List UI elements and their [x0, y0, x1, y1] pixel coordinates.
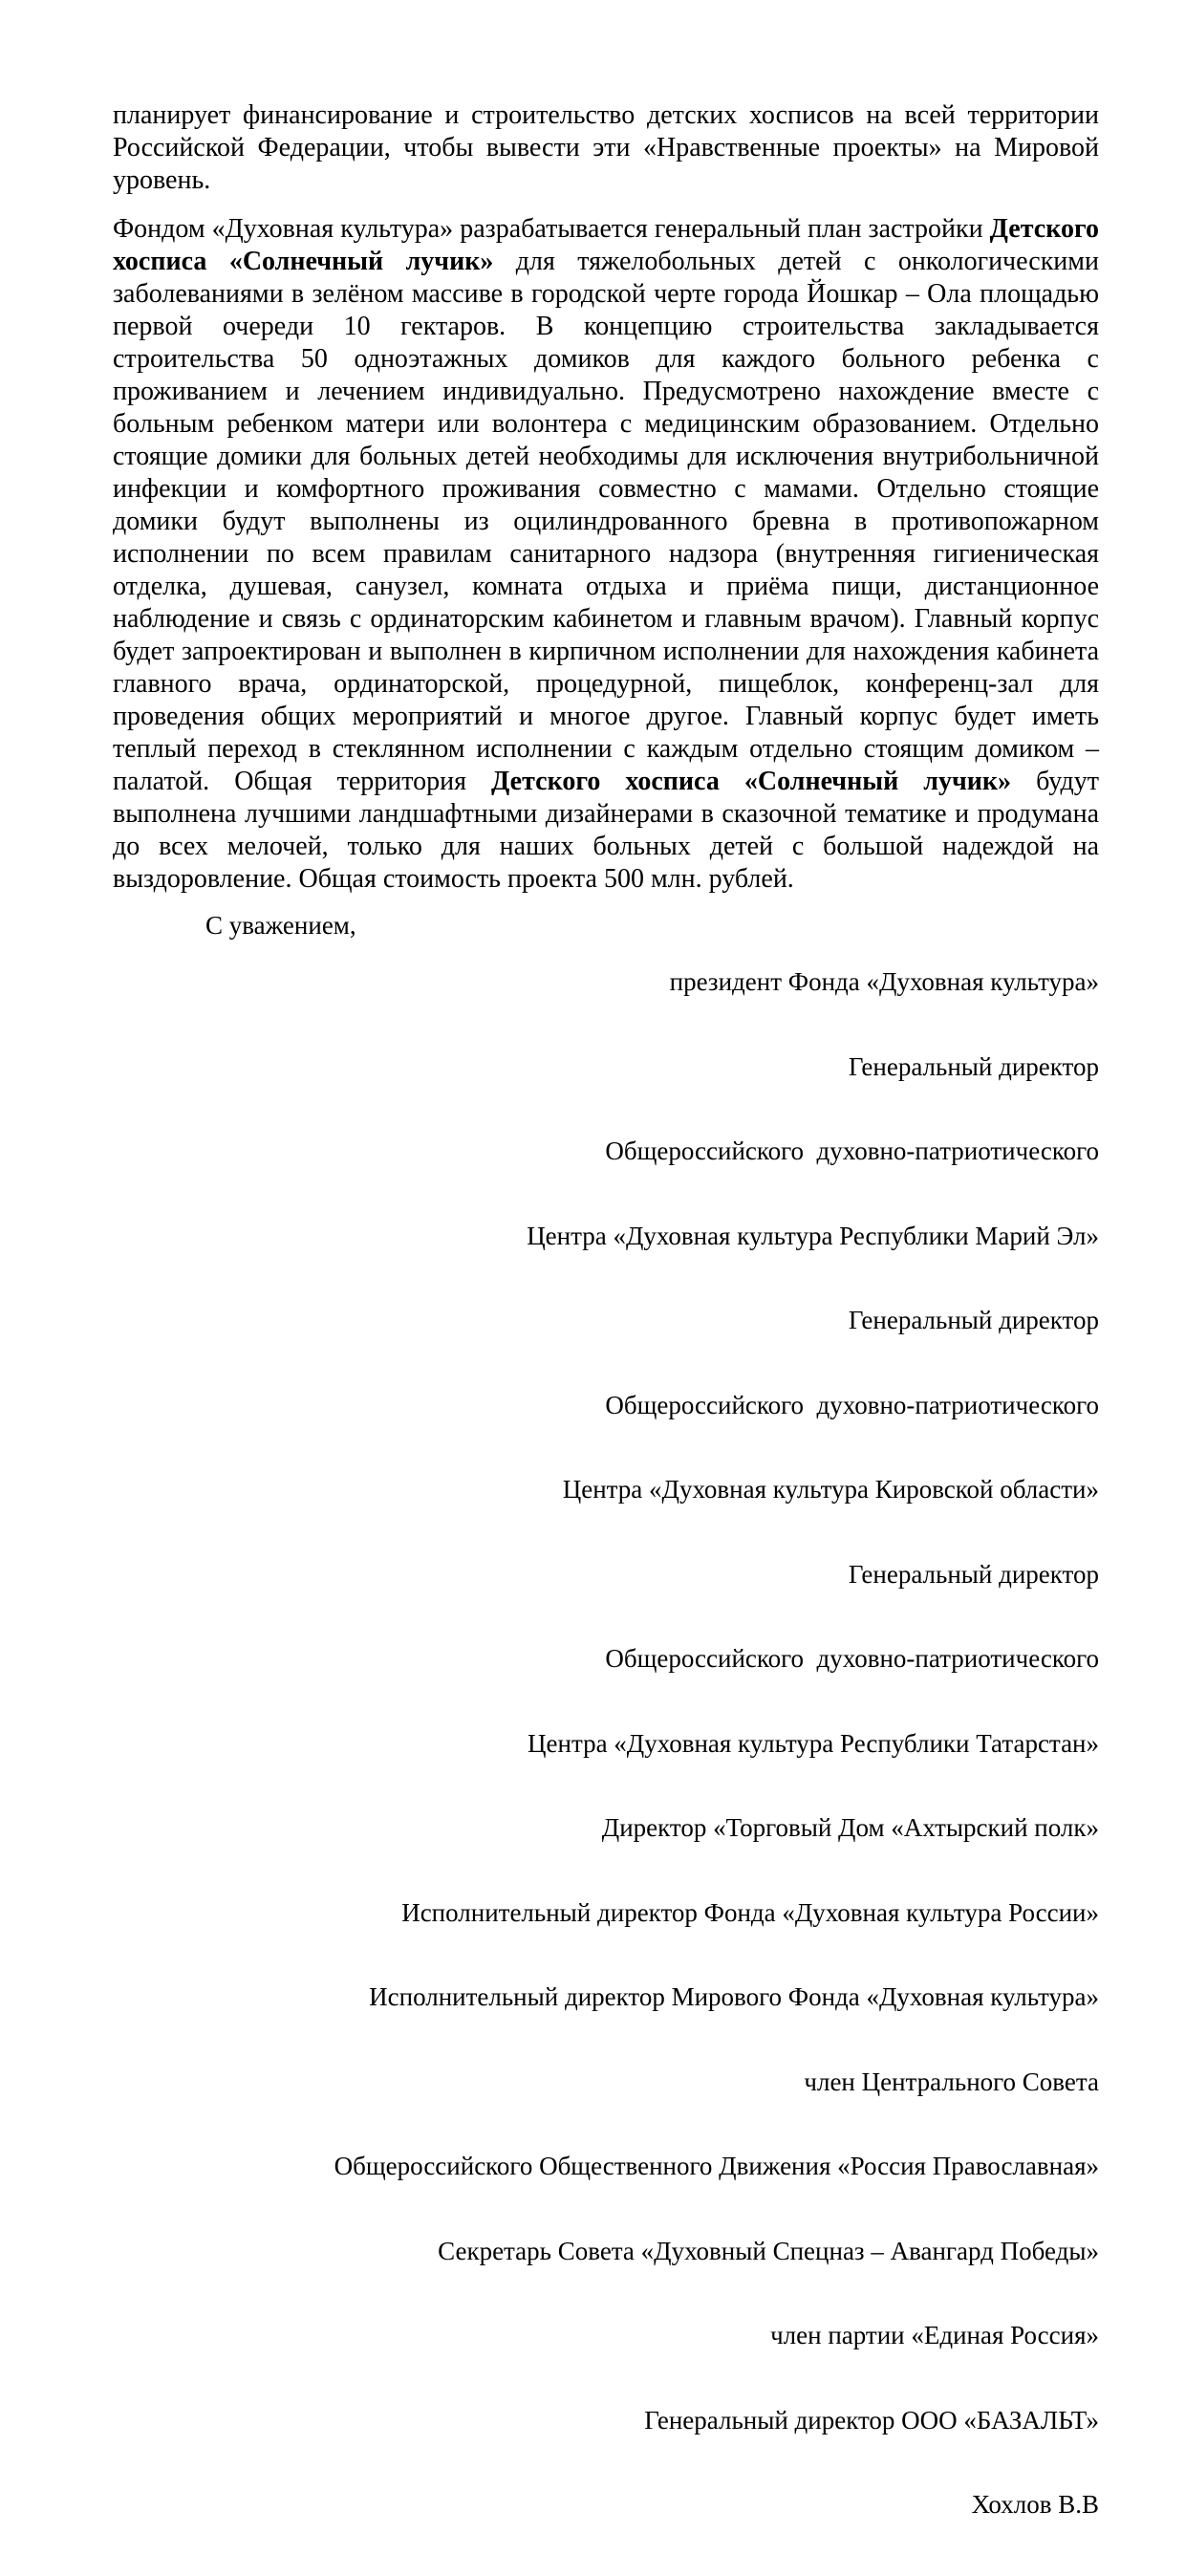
- bold-hospice-name-2: Детского хосписа «Солнечный лучик»: [491, 767, 1012, 796]
- bold-hospice-name: Детского хосписа «Солнечный лучик»: [113, 214, 1099, 276]
- paragraph-main: [113, 213, 1099, 896]
- text-run: Фондом «Духовная культура» разрабатывается генеральный план застройки: [113, 214, 990, 244]
- signature-line: Центра «Духовная культура Кировской области»: [562, 1475, 1099, 1504]
- signature-line: Исполнительный директор Фонда «Духовная культура России»: [401, 1897, 1099, 1927]
- paragraph-intro: [113, 99, 1099, 197]
- signature-line: Генеральный директор: [848, 1306, 1099, 1334]
- signature-line: член партии «Единая Россия»: [770, 2321, 1099, 2349]
- text-run: планирует финансирование и строительство детских хосписов на всей территории Российской Федерации, чтобы вывести эти «Нравственные проекты» на Мировой уровень.: [113, 100, 1099, 195]
- signature-line: Исполнительный директор Мирового Фонда «Духовная культура»: [369, 1982, 1099, 2011]
- closing-block: [113, 912, 1099, 2576]
- signature-line: Центра «Духовная культура Республики Марий Эл»: [527, 1221, 1099, 1250]
- signature-line: Секретарь Совета «Духовный Спецназ – Авангард Победы»: [438, 2236, 1099, 2265]
- signature-titles: [113, 912, 1099, 2576]
- page-content: [113, 99, 1099, 2576]
- signature-line: Директор «Торговый Дом «Ахтырский полк»: [601, 1813, 1099, 1842]
- salutation: С уважением,: [205, 911, 356, 940]
- signature-line: президент Фонда «Духовная культура»: [669, 967, 1099, 996]
- text-run: будут выполнена лучшими ландшафтными дизайнерами в сказочной тематике и продумана до всех мелочей, только для наших больных детей с большой надеждой на выздоровление. Общая стоимость проекта 500 млн. рублей.: [113, 767, 1099, 894]
- text-run: для тяжелобольных детей с онкологическими заболеваниями в зелёном массиве в городской черте города Йошкар – Ола площадью первой очереди 10 гектаров. В концепцию строительства закладывается строительства 50 одноэтажных домиков для каждого больного ребенка с проживанием и лечением индивидуально. Предусмотрено нахождение вместе с больным ребенком матери или волонтера с медицинским образованием. Отдельно стоящие домики для больных детей необходимы для исключения внутрибольничной инфекции и комфортного проживания совместно с мамами. Отдельно стоящие домики будут выполнены из оцилиндрованного бревна в противопожарном исполнении по всем правилам санитарного надзора (внутренняя гигиеническая отделка, душевая, санузел, комната отдыха и приёма пищи, дистанционное наблюдение и связь с ординаторским кабинетом и главным врачом). Главный корпус будет запроектирован и выполнен в кирпичном исполнении для нахождения кабинета главного врача, ординаторской, процедурной, пищеблок, конференц-зал для проведения общих мероприятий и многое другое. Главный корпус будет иметь теплый переход в стеклянном исполнении с каждым отдельно стоящим домиком – палатой. Общая территория: [113, 247, 1099, 796]
- signature-line: Генеральный директор: [848, 1559, 1099, 1589]
- signature-line: член Центрального Совета: [804, 2067, 1099, 2096]
- signature-line: Генеральный директор ООО «БАЗАЛЬТ»: [644, 2405, 1099, 2435]
- signature-line: Общероссийского духовно-патриотического: [605, 1136, 1099, 1165]
- signature-line: Генеральный директор: [848, 1051, 1099, 1081]
- signature-line: Общероссийского Общественного Движения «Россия Православная»: [334, 2152, 1099, 2180]
- signature-line: Центра «Духовная культура Республики Татарстан»: [528, 1728, 1099, 1758]
- signature-line: Общероссийского духовно-патриотического: [605, 1644, 1099, 1673]
- signature-line: Общероссийского духовно-патриотического: [605, 1390, 1099, 1419]
- signature-line: Хохлов В.В: [971, 2490, 1099, 2519]
